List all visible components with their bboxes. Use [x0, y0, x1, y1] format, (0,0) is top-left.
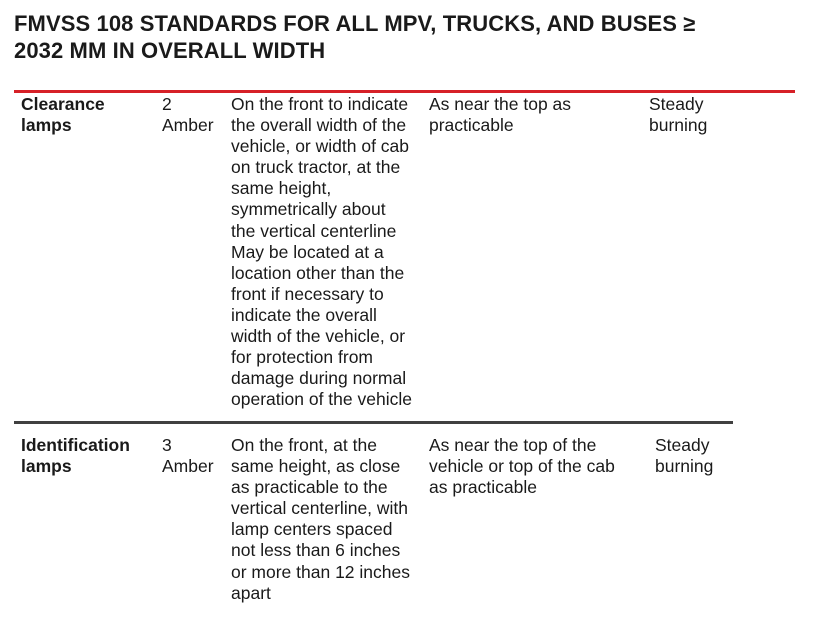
page-title [14, 10, 794, 64]
header-rule [14, 90, 795, 93]
flash-cell: Steady burning [655, 435, 714, 477]
page-title-line-1: FMVSS 108 STANDARDS FOR ALL MPV, TRUCKS, AND BUSES ≥ [14, 11, 696, 36]
page-title-line-2: 2032 MM IN OVERALL WIDTH [14, 38, 326, 63]
height-cell: As near the top of the vehicle or top of the cab as practicable [429, 435, 615, 498]
location-cell: On the front, at the same height, as close as practicable to the vertical centerline, with lamp centers spaced not less than 6 inches or more than 12 inches apart [231, 435, 410, 603]
quantity-color-cell: 2 Amber [162, 94, 214, 136]
quantity-color-cell: 3 Amber [162, 435, 214, 477]
lamp-name-cell: Identification lamps [21, 435, 130, 477]
row-divider [14, 421, 733, 424]
location-cell: On the front to indicate the overall width of the vehicle, or width of cab on truck tractor, at the same height, symmetrically about the vertical centerline May be located at a location other than the front if necessary to indicate the overall width of the vehicle, or for protection from damage during normal operation of the vehicle [231, 94, 412, 410]
flash-cell: Steady burning [649, 94, 708, 136]
lamp-name-cell: Clearance lamps [21, 94, 105, 136]
height-cell: As near the top as practicable [429, 94, 572, 136]
